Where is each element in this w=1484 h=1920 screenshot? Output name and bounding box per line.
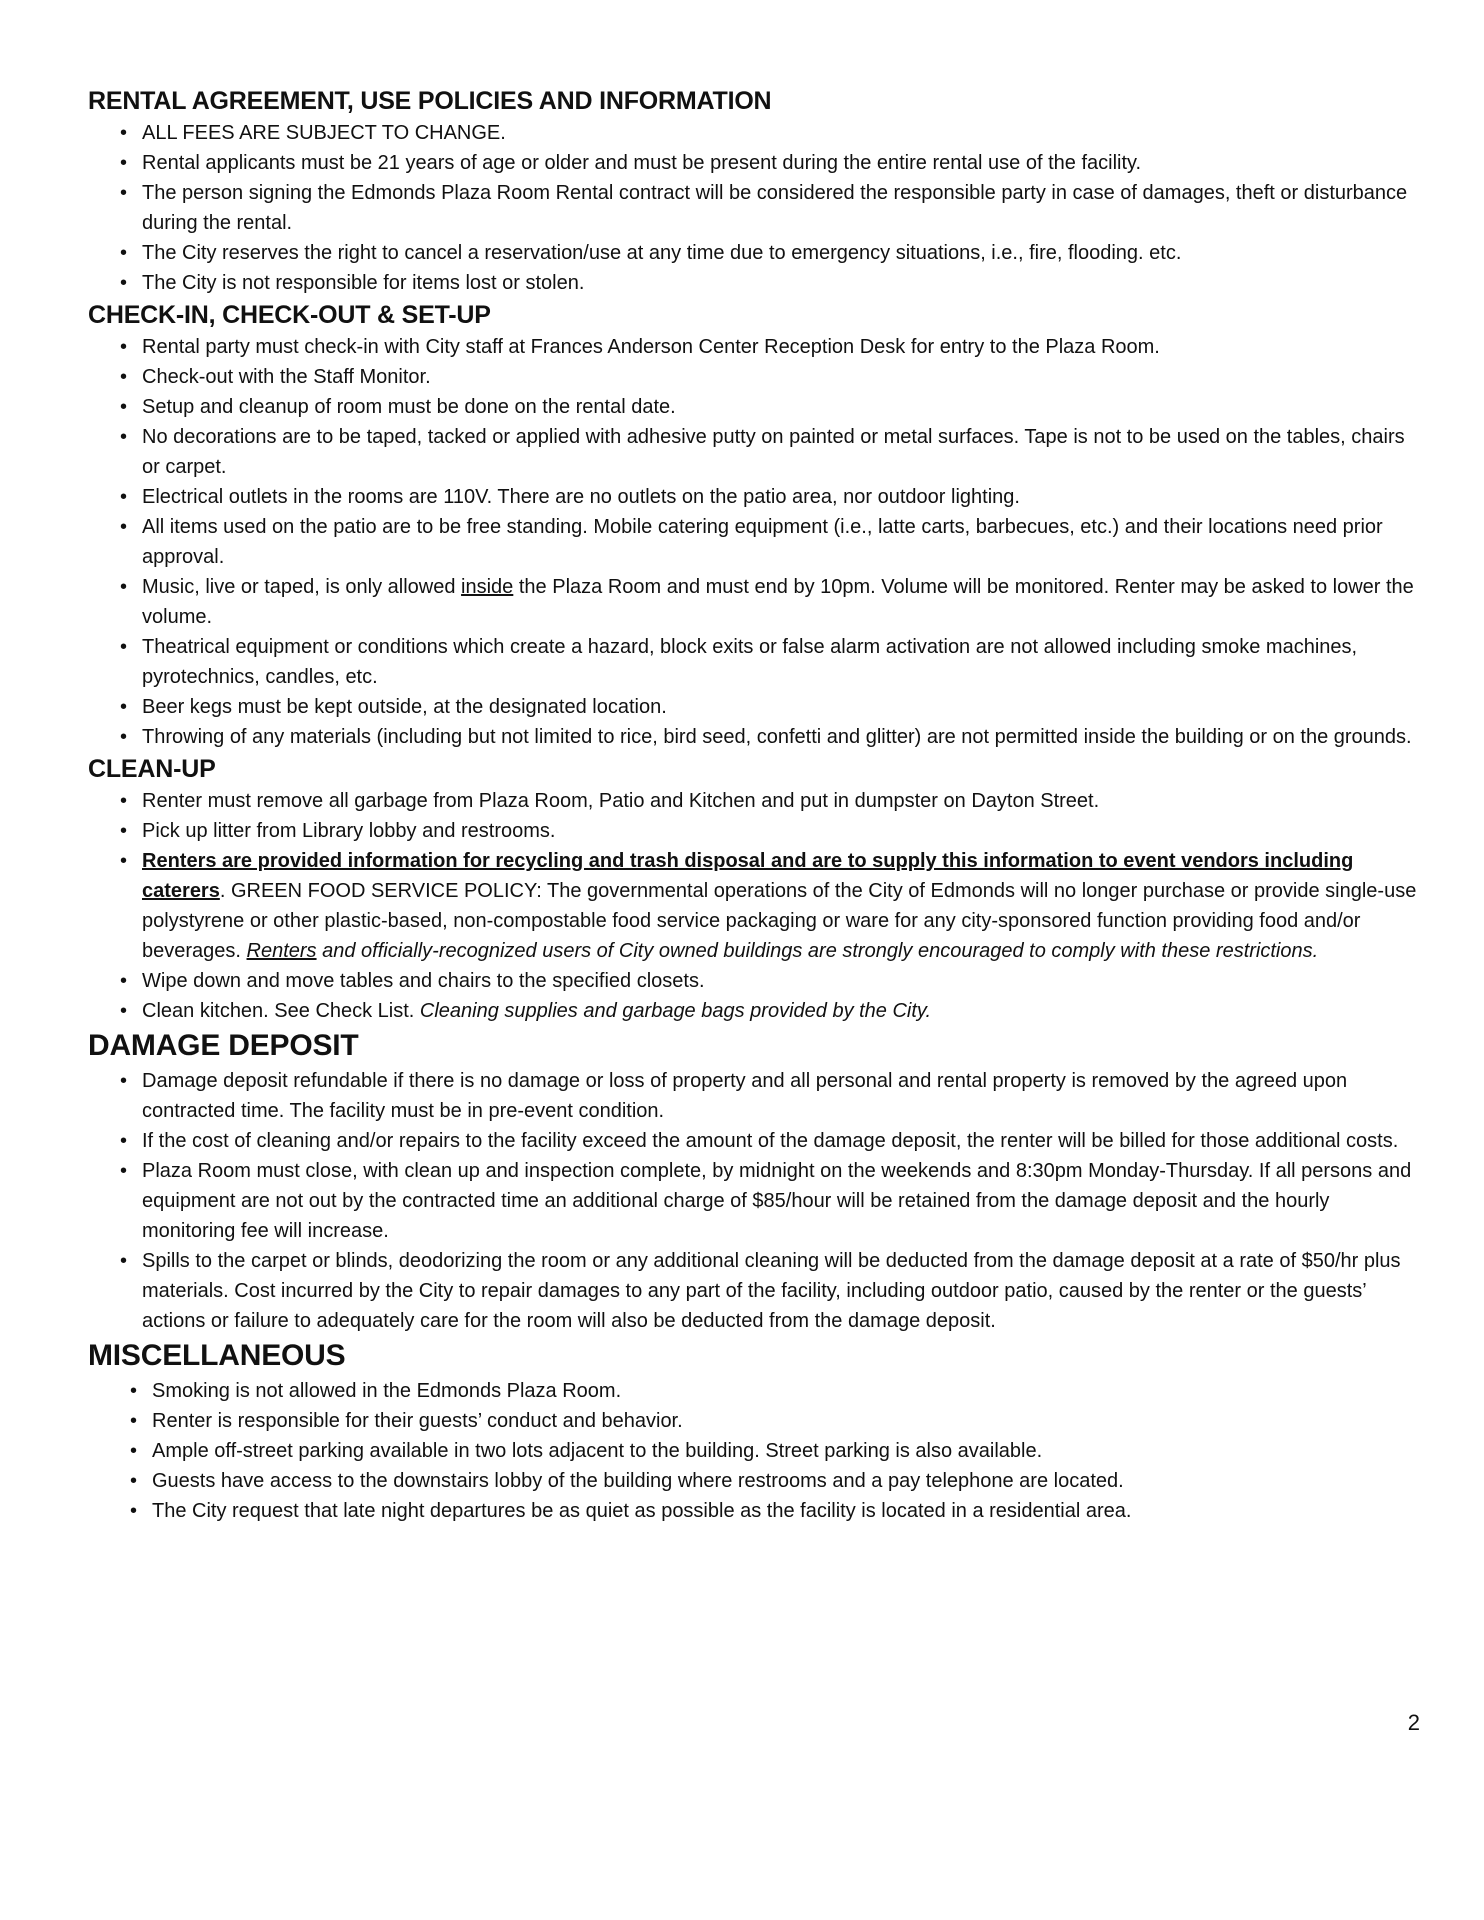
list-item: • Wipe down and move tables and chairs to the specified closets. [88,966,1418,996]
list-item-recycling [88,846,1418,966]
list-item: • Electrical outlets in the rooms are 110V. There are no outlets on the patio area, nor outdoor lighting. [88,482,1418,512]
document-body [88,84,1418,1526]
rental-heading: RENTAL AGREEMENT, USE POLICIES AND INFORMATION [88,87,772,115]
list-item: • Renter must remove all garbage from Plaza Room, Patio and Kitchen and put in dumpster on Dayton Street. [88,786,1418,816]
damage-heading: DAMAGE DEPOSIT [88,1029,359,1062]
list-item: • Theatrical equipment or conditions which create a hazard, block exits or false alarm activation are not allowed including smoke machines, pyrotechnics, candles, etc. [88,632,1418,692]
cleanup-list [88,786,1418,1026]
recycling-bold-text: Renters are provided information for recycling and trash disposal and are to supply this information to event vendors including caterers [142,850,1354,902]
music-text-after: the Plaza Room and must end by 10pm. Volume will be monitored. Renter may be asked to lower the volume. [142,576,1414,628]
list-item: • Beer kegs must be kept outside, at the designated location. [88,692,1418,722]
list-item: • The City is not responsible for items lost or stolen. [88,268,1418,298]
list-item-kitchen [88,996,1418,1026]
list-item: • Setup and cleanup of room must be done on the rental date. [88,392,1418,422]
page-number: 2 [1407,1710,1420,1735]
music-text-underlined: inside [461,576,514,598]
list-item-music [88,572,1418,632]
list-item: • Renter is responsible for their guests’ conduct and behavior. [88,1406,1418,1436]
list-item: • Spills to the carpet or blinds, deodorizing the room or any additional cleaning will be deducted from the damage deposit at a rate of $50/hr plus materials. Cost incurred by the City to repair damages to any part of the facility, including outdoor patio, caused by the renter or the guests’ actions or failure to adequately care for the room will also be deducted from the damage deposit. [88,1246,1418,1336]
list-item: • The person signing the Edmonds Plaza Room Rental contract will be considered the responsible party in case of damages, theft or disturbance during the rental. [88,178,1418,238]
checkin-heading: CHECK-IN, CHECK-OUT & SET-UP [88,301,491,329]
list-item: • Plaza Room must close, with clean up and inspection complete, by midnight on the weekends and 8:30pm Monday-Thursday. If all persons and equipment are not out by the contracted time an additional charge of $85/hour will be retained from the damage deposit and the hourly monitoring fee will increase. [88,1156,1418,1246]
list-item: • No decorations are to be taped, tacked or applied with adhesive putty on painted or metal surfaces. Tape is not to be used on the tables, chairs or carpet. [88,422,1418,482]
list-item: • ALL FEES ARE SUBJECT TO CHANGE. [88,118,1418,148]
music-text-before: Music, live or taped, is only allowed [142,576,462,598]
list-item: • Check-out with the Staff Monitor. [88,362,1418,392]
rental-list [88,118,1418,298]
list-item: • Pick up litter from Library lobby and restrooms. [88,816,1418,846]
misc-heading: MISCELLANEOUS [88,1339,346,1372]
list-item: • Damage deposit refundable if there is no damage or loss of property and all personal and rental property is removed by the agreed upon contracted time. The facility must be in pre-event condition. [88,1066,1418,1126]
list-item: • Smoking is not allowed in the Edmonds Plaza Room. [88,1376,1418,1406]
list-item: • The City request that late night departures be as quiet as possible as the facility is located in a residential area. [88,1496,1418,1526]
recycling-italic-text: and officially-recognized users of City owned buildings are strongly encouraged to comply with these restrictions. [316,940,1319,962]
list-item: • Rental applicants must be 21 years of age or older and must be present during the entire rental use of the facility. [88,148,1418,178]
kitchen-text: Clean kitchen. See Check List. [142,1000,420,1022]
cleanup-heading: CLEAN-UP [88,755,216,783]
list-item: • If the cost of cleaning and/or repairs to the facility exceed the amount of the damage deposit, the renter will be billed for those additional costs. [88,1126,1418,1156]
list-item: • Throwing of any materials (including but not limited to rice, bird seed, confetti and glitter) are not permitted inside the building or on the grounds. [88,722,1418,752]
list-item: • The City reserves the right to cancel a reservation/use at any time due to emergency situations, i.e., fire, flooding. etc. [88,238,1418,268]
list-item: • All items used on the patio are to be free standing. Mobile catering equipment (i.e., latte carts, barbecues, etc.) and their locations need prior approval. [88,512,1418,572]
checkin-list [88,332,1418,752]
damage-list [88,1066,1418,1336]
kitchen-italic-text: Cleaning supplies and garbage bags provided by the City. [419,1000,931,1022]
misc-list [88,1376,1418,1526]
list-item: • Ample off-street parking available in two lots adjacent to the building. Street parking is also available. [88,1436,1418,1466]
recycling-renters-text: Renters [246,940,317,962]
recycling-policy-text: . GREEN FOOD SERVICE POLICY: The governmental operations of the City of Edmonds will no longer purchase or provide single-use polystyrene or other plastic-based, non-compostable food service packaging or ware for any city-sponsored function providing food and/or beverages. [142,880,1417,962]
list-item: • Guests have access to the downstairs lobby of the building where restrooms and a pay telephone are located. [88,1466,1418,1496]
list-item: • Rental party must check-in with City staff at Frances Anderson Center Reception Desk for entry to the Plaza Room. [88,332,1418,362]
